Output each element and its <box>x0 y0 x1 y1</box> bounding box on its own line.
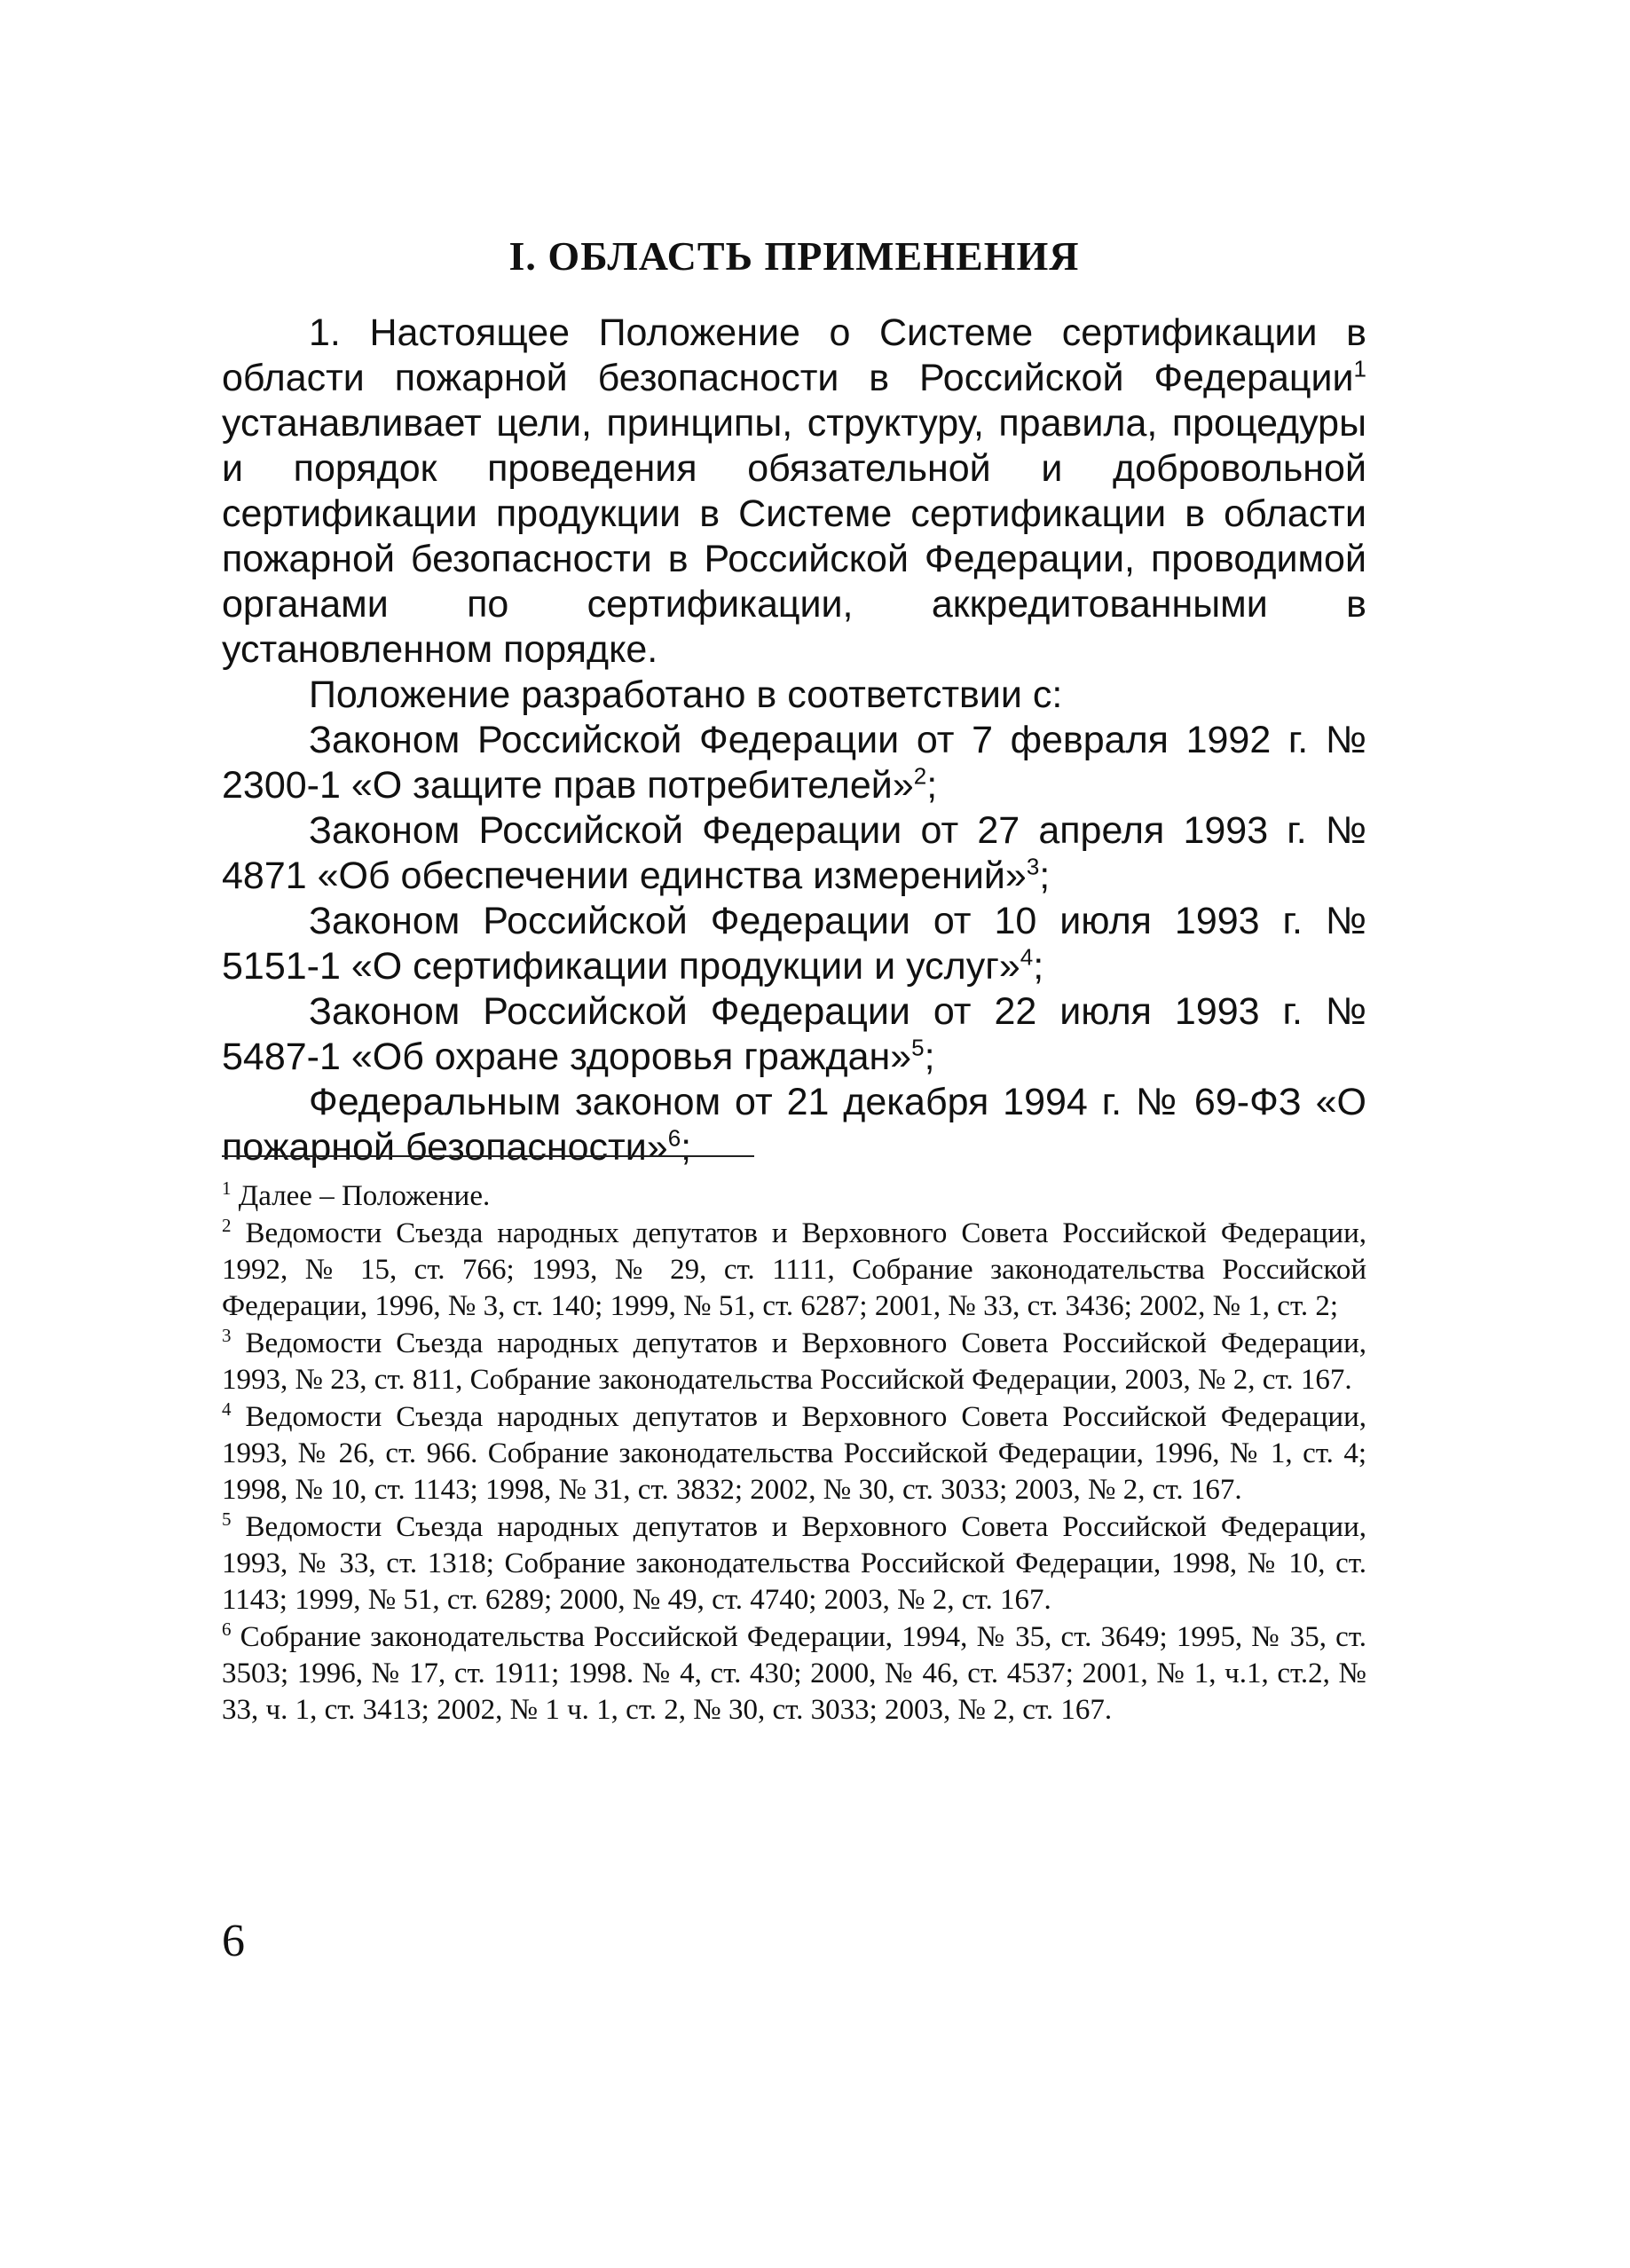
law-item <box>222 899 1366 989</box>
paragraph-scope-lead: 1. Настоящее Положение о Системе сертификации в области пожарной безопасности в Российской Федерации <box>222 311 1366 399</box>
paragraph-scope <box>222 311 1366 673</box>
law-end: ; <box>1033 945 1044 988</box>
law-text: Законом Российской Федерации от 10 июля 1993 г. № 5151-1 «О сертификации продукции и услуг» <box>222 900 1366 988</box>
law-item <box>222 718 1366 808</box>
footnote-number: 1 <box>222 1177 232 1199</box>
law-text: Федеральным законом от 21 декабря 1994 г. № 69-ФЗ «О пожарной безопасности» <box>222 1081 1366 1169</box>
law-text: Законом Российской Федерации от 22 июля 1993 г. № 5487-1 «Об охране здоровья граждан» <box>222 990 1366 1078</box>
footnotes <box>222 1178 1366 1729</box>
footnote-divider <box>222 1155 754 1157</box>
law-end: ; <box>681 1126 692 1169</box>
section-heading: I. ОБЛАСТЬ ПРИМЕНЕНИЯ <box>508 233 1080 279</box>
footnote-ref[interactable]: 4 <box>1020 943 1034 971</box>
footnote-number: 4 <box>222 1398 232 1420</box>
law-item <box>222 808 1366 899</box>
footnote <box>222 1326 1366 1398</box>
paragraph-scope-rest: устанавливает цели, принципы, структуру, правила, процедуры и порядок проведения обязательной и добровольной сертификации продукции в Системе сертификации в области пожарной безопасности в Российской Федерации, проводимой органами по сертификации, аккредитованными в установленном порядке. <box>222 402 1366 671</box>
footnote-text: Ведомости Съезда народных депутатов и Верховного Совета Российской Федерации, 1992, № 15, ст. 766; 1993, № 29, ст. 1111, Собрание законодательства Российской Федерации, 1996, № 3, ст. 140; 1999, № 51, ст. 6287; 2001, № 33, ст. 3436; 2002, № 1, ст. 2; <box>222 1217 1367 1322</box>
footnote-ref[interactable]: 2 <box>913 762 927 790</box>
footnote-ref[interactable]: 3 <box>1026 853 1040 880</box>
footnote-text: Собрание законодательства Российской Федерации, 1994, № 35, ст. 3649; 1995, № 35, ст. 3503; 1996, № 17, ст. 1911; 1998. № 4, ст. 430; 2000, № 46, ст. 4537; 2001, № 1, ч.1, ст.2, № 33, ч. 1, ст. 3413; 2002, № 1 ч. 1, ст. 2, № 30, ст. 3033; 2003, № 2, ст. 167. <box>222 1621 1366 1726</box>
footnote-ref[interactable]: 5 <box>911 1034 925 1061</box>
footnote-number: 5 <box>222 1508 232 1530</box>
law-item <box>222 989 1366 1080</box>
footnote <box>222 1619 1366 1729</box>
footnote <box>222 1178 1366 1215</box>
page-number: 6 <box>222 1916 245 1966</box>
footnote <box>222 1509 1366 1618</box>
law-end: ; <box>924 1036 935 1078</box>
footnote <box>222 1216 1366 1325</box>
footnote-number: 3 <box>222 1325 232 1346</box>
footnote-text: Ведомости Съезда народных депутатов и Верховного Совета Российской Федерации, 1993, № 23, ст. 811, Собрание законодательства Российской Федерации, 2003, № 2, ст. 167. <box>222 1327 1367 1396</box>
footnote-text: Далее – Положение. <box>238 1180 491 1212</box>
footnote-text: Ведомости Съезда народных депутатов и Верховного Совета Российской Федерации, 1993, № 26, ст. 966. Собрание законодательства Российской Федерации, 1996, № 1, ст. 4; 1998, № 10, ст. 1143; 1998, № 31, ст. 3832; 2002, № 30, ст. 3033; 2003, № 2, ст. 167. <box>222 1401 1367 1506</box>
main-text <box>222 311 1366 1170</box>
footnote-number: 6 <box>222 1618 232 1640</box>
footnote-ref[interactable]: 6 <box>667 1124 681 1152</box>
footnote <box>222 1399 1366 1508</box>
law-end: ; <box>926 764 938 807</box>
footnote-number: 2 <box>222 1215 232 1236</box>
law-text: Законом Российской Федерации от 27 апреля 1993 г. № 4871 «Об обеспечении единства измерений» <box>222 809 1366 897</box>
law-text: Законом Российской Федерации от 7 февраля 1992 г. № 2300-1 «О защите прав потребителей» <box>222 719 1366 807</box>
footnote-ref[interactable]: 1 <box>1353 355 1366 382</box>
law-end: ; <box>1039 854 1051 897</box>
paragraph-basis: Положение разработано в соответствии с: <box>309 673 1063 716</box>
footnote-text: Ведомости Съезда народных депутатов и Верховного Совета Российской Федерации, 1993, № 33, ст. 1318; Собрание законодательства Российской Федерации, 1998, № 10, ст. 1143; 1999, № 51, ст. 6289; 2000, № 49, ст. 4740; 2003, № 2, ст. 167. <box>222 1511 1367 1616</box>
